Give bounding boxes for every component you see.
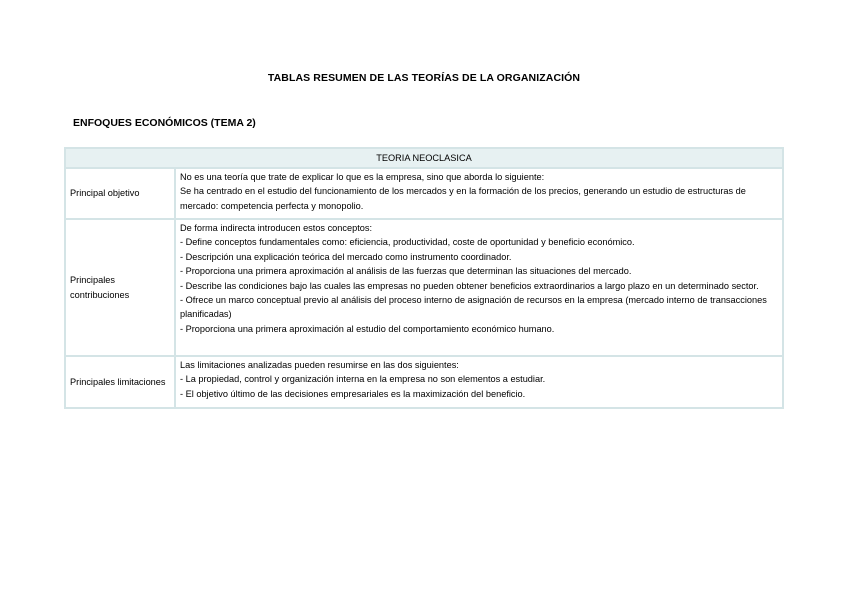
row-label-principal-objetivo: Principal objetivo [65, 168, 175, 219]
table-row [65, 168, 783, 219]
content-line: - Describe las condiciones bajo las cuales las empresas no pueden obtener beneficios extraordinarios a largo plazo en un determinado sector. [180, 280, 759, 291]
content-line: - La propiedad, control y organización interna en la empresa no son elementos a estudiar. [180, 374, 546, 385]
table-header: TEORIA NEOCLASICA [65, 148, 783, 168]
row-content-principal-objetivo [175, 168, 783, 219]
row-label-principales-limitaciones: Principales limitaciones [65, 356, 175, 408]
summary-table [64, 147, 784, 409]
row-label-principales-contribuciones: Principales contribuciones [65, 219, 175, 356]
table-row [65, 356, 783, 408]
content-line: - Define conceptos fundamentales como: eficiencia, productividad, coste de oportunidad y beneficio económico. [180, 237, 635, 248]
document-title: TABLAS RESUMEN DE LAS TEORÍAS DE LA ORGANIZACIÓN [267, 72, 581, 84]
content-line: No es una teoría que trate de explicar lo que es la empresa, sino que aborda lo siguiente: [180, 172, 545, 182]
row-content-principales-contribuciones [175, 219, 783, 356]
content-line: - Descripción una explicación teórica del mercado como instrumento coordinador. [180, 251, 512, 262]
content-line: - Ofrece un marco conceptual previo al análisis del proceso interno de asignación de recursos en la empresa (mercado interno de transacciones planificadas) [180, 295, 767, 320]
table-row [65, 219, 783, 356]
row-content-principales-limitaciones [175, 356, 783, 408]
content-line: De forma indirecta introducen estos conceptos: [180, 223, 373, 233]
content-line: Las limitaciones analizadas pueden resumirse en las dos siguientes: [180, 360, 459, 370]
table-header-row [65, 148, 783, 168]
content-line: - Proporciona una primera aproximación al estudio del comportamiento económico humano. [180, 323, 555, 334]
content-line: - El objetivo último de las decisiones empresariales es la maximización del beneficio. [180, 388, 526, 399]
content-line: - Proporciona una primera aproximación al análisis de las fuerzas que determinan las situaciones del mercado. [180, 266, 632, 277]
content-line: Se ha centrado en el estudio del funcionamiento de los mercados y en la formación de los precios, generando un estudio de estructuras de mercado: competencia perfecta y monopolio. [180, 186, 746, 211]
section-title: ENFOQUES ECONÓMICOS (TEMA 2) [73, 117, 256, 129]
